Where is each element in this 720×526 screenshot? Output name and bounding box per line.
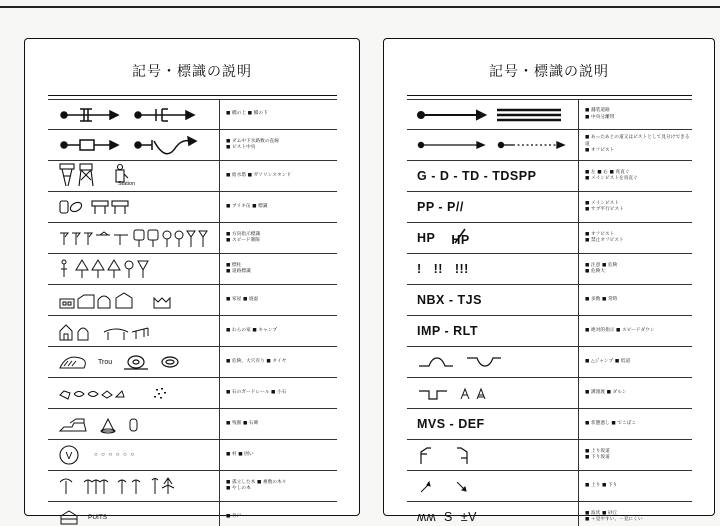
- symbol-description: ■ 波状 ■ 砂丘 ■ ＋見やすい、－見にくい: [585, 510, 643, 522]
- downhill-icon: [457, 482, 466, 491]
- symbol-cell: [48, 161, 220, 191]
- symbol-cell: [48, 192, 220, 222]
- dip-icon: [467, 358, 501, 366]
- direction-signs-icon: [60, 232, 128, 245]
- symbol-description: ■ 井戸: [226, 513, 242, 519]
- track-arrow-icon: [418, 142, 484, 148]
- single-tree-icon: [60, 479, 72, 494]
- symbol-description: ■ 絶対的指示 ■ スピードダウン: [585, 327, 655, 333]
- symbol-cell: [48, 378, 220, 408]
- legend-row: [48, 378, 337, 409]
- puits-label: PUITS: [88, 513, 108, 521]
- symbol-description: ■ △ジャンプ ■ 低道: [585, 358, 631, 364]
- legend-row: [407, 254, 692, 285]
- tyre-icon: [124, 356, 178, 369]
- symbol-description: ■ ダム中下水路数の直線 ■ ピスト中央: [226, 138, 279, 150]
- legend-row: [48, 409, 337, 440]
- symbol-cell: [407, 285, 579, 315]
- symbol-cell: [407, 502, 579, 526]
- cairn-icon: [101, 419, 137, 433]
- strike-icon: [455, 229, 465, 243]
- warning-signs-icon: [76, 260, 148, 278]
- terrain-codes: ʍʍ S ±V: [417, 510, 477, 524]
- symbol-cell: [407, 440, 579, 470]
- legend-row: [48, 254, 337, 285]
- hole-icon: [60, 357, 85, 368]
- symbol-cell: [407, 223, 579, 253]
- symbol-description: ■ あったあとの道又はピストとして見分けできる道 ■ オフピスト: [585, 135, 690, 154]
- legend-row: [407, 285, 692, 316]
- symbol-description: ■ 上り坂道 ■ 下り坂道: [585, 448, 610, 460]
- legend-row: [407, 316, 692, 347]
- danger-codes: ! !! !!!: [417, 262, 469, 276]
- symbol-cell: [48, 502, 220, 526]
- forbidden-off-piste: HP: [451, 229, 469, 248]
- climb-up-icon: [421, 448, 431, 464]
- symbol-cell: [407, 254, 579, 284]
- direction-codes: G - D - TD - TDSPP: [417, 169, 537, 183]
- bridge-under-arrow-icon: [135, 109, 194, 121]
- houses-icon: [60, 293, 132, 308]
- well-icon: [61, 511, 77, 524]
- symbol-cell: [48, 471, 220, 501]
- symbol-cell: [48, 223, 220, 253]
- legend-row: [48, 99, 337, 130]
- symbol-cell: [407, 471, 579, 501]
- legend-row: [48, 502, 337, 526]
- right-legend-panel: [383, 38, 715, 524]
- water-tower-icon: [60, 164, 93, 186]
- fence-icon: [92, 201, 128, 214]
- legend-row: [48, 347, 337, 378]
- palm-trees-icon: [84, 478, 174, 494]
- stones-icon: [60, 391, 124, 399]
- legend-row: [407, 409, 692, 440]
- symbol-description: ■ 標柱 ■ 道路標識: [226, 262, 251, 274]
- symbol-cell: [48, 285, 220, 315]
- symbol-cell: [48, 130, 220, 160]
- legend-row: [407, 502, 692, 526]
- trou-label: Trou: [98, 358, 113, 366]
- symbol-description: ■ 注意 ■ 危険 ■ 危険大: [585, 262, 618, 274]
- symbol-description: ■ 舗装道路 ■ 中央分離帯: [585, 108, 615, 120]
- symbol-description: ■ 村 ■ 囲い: [226, 451, 254, 457]
- off-piste-code: HP: [417, 231, 436, 245]
- dotted-track-arrow-icon: [498, 142, 564, 148]
- factory-icon: [154, 298, 170, 308]
- post-icon: [61, 260, 67, 277]
- right-legend-table: [407, 95, 692, 526]
- piste-codes: PP - P//: [417, 200, 464, 214]
- speed-signs-icon: [134, 230, 207, 247]
- bump-icon: [419, 358, 453, 366]
- symbol-description: ■ 残骸 ■ 石碑: [226, 420, 259, 426]
- village-letter: V: [65, 451, 73, 462]
- symbol-cell: [48, 409, 220, 439]
- legend-row: [48, 440, 337, 471]
- legend-row: [48, 316, 337, 347]
- legend-row: [48, 471, 337, 502]
- symbol-cell: [407, 316, 579, 346]
- symbol-cell: [407, 130, 579, 160]
- step-icon: [419, 391, 447, 399]
- legend-row: [407, 161, 692, 192]
- symbol-cell: [407, 161, 579, 191]
- symbol-description: ■ 石のガードレール ■ 小石: [226, 389, 287, 395]
- legend-row: [407, 471, 692, 502]
- bridge-over-arrow-icon: [61, 109, 118, 121]
- curved-piste-arrow-icon: [135, 137, 196, 154]
- scan-top-line: [0, 6, 720, 8]
- bad-road-arrow-icon: [61, 140, 118, 150]
- legend-row: [407, 192, 692, 223]
- left-legend-panel: [24, 38, 360, 521]
- speed-codes: IMP - RLT: [417, 324, 478, 338]
- symbol-cell: [407, 192, 579, 222]
- symbol-cell: [407, 409, 579, 439]
- left-legend-table: [48, 95, 337, 526]
- legend-row: [48, 130, 337, 161]
- symbol-cell: [48, 440, 220, 470]
- symbol-description: ■ 左 ■ 右 ■ 真直ぐ ■ メインピストを真直ぐ: [585, 169, 638, 181]
- legend-row: [407, 99, 692, 130]
- small-stones-icon: [154, 388, 166, 399]
- fuel-station-icon: [116, 165, 128, 183]
- symbol-description: ■ 孤立した木 ■ 複数の木々 ■ やしの木: [226, 479, 287, 491]
- symbol-description: ■ 給水塔 ■ ガソリンスタンド: [226, 172, 292, 178]
- station-label: Station: [118, 181, 136, 187]
- symbol-cell: [48, 100, 220, 129]
- symbol-description: ■ 状態悪し ■ でこぼこ: [585, 420, 637, 426]
- symbol-cell: [48, 254, 220, 284]
- wreck-icon: [60, 419, 86, 431]
- barrel-icon: [60, 201, 83, 214]
- symbol-cell: [48, 347, 220, 377]
- climb-down-icon: [457, 448, 467, 464]
- legend-row: [48, 161, 337, 192]
- legend-row: [407, 130, 692, 161]
- hut-icon: [60, 325, 88, 340]
- symbol-cell: [48, 316, 220, 346]
- symbol-description: ■ 危険、大穴有り ■ タイヤ: [226, 358, 287, 364]
- symbol-description: ■ オフピスト ■ 禁止オフピスト: [585, 231, 624, 243]
- dunes-icon: [461, 389, 485, 399]
- legend-row: [407, 378, 692, 409]
- symbol-description: ■ 溝渡渡 ■ ダルン: [585, 389, 627, 395]
- legend-row: [48, 192, 337, 223]
- symbol-cell: [407, 378, 579, 408]
- right-panel-title: 記号・標識の説明: [489, 64, 609, 80]
- camp-tent-icon: [104, 328, 148, 340]
- condition-codes: MVS - DEF: [417, 417, 485, 431]
- legend-row: [407, 223, 692, 254]
- legend-row: [48, 223, 337, 254]
- symbol-description: ■ わらの家 ■ キャンプ: [226, 327, 278, 333]
- frequency-codes: NBX - TJS: [417, 293, 482, 307]
- uphill-icon: [421, 482, 430, 492]
- symbol-description: ■ 方向指示標識 ■ スピード制限: [226, 231, 261, 243]
- wells-dots-icon: ○ ○ ○ ○ ○ ○: [94, 452, 136, 458]
- symbol-description: ■ 多数 ■ 常時: [585, 296, 618, 302]
- symbol-cell: [407, 100, 579, 129]
- symbol-description: ■ 上り ■ 下り: [585, 482, 618, 488]
- legend-row: [48, 285, 337, 316]
- symbol-description: ■ 家屋 ■ 廃虚: [226, 296, 259, 302]
- symbol-description: ■ ブリキ缶 ■ 標識: [226, 203, 268, 209]
- wide-road-icon: [497, 110, 561, 120]
- main-road-arrow-icon: [418, 111, 485, 119]
- legend-row: [407, 440, 692, 471]
- symbol-description: ■ メインピスト ■ サブ平行ピスト: [585, 200, 624, 212]
- symbol-cell: [407, 347, 579, 377]
- symbol-description: ■ 橋の上 ■ 橋の下: [226, 111, 268, 117]
- left-panel-title: 記号・標識の説明: [132, 64, 252, 80]
- legend-row: [407, 347, 692, 378]
